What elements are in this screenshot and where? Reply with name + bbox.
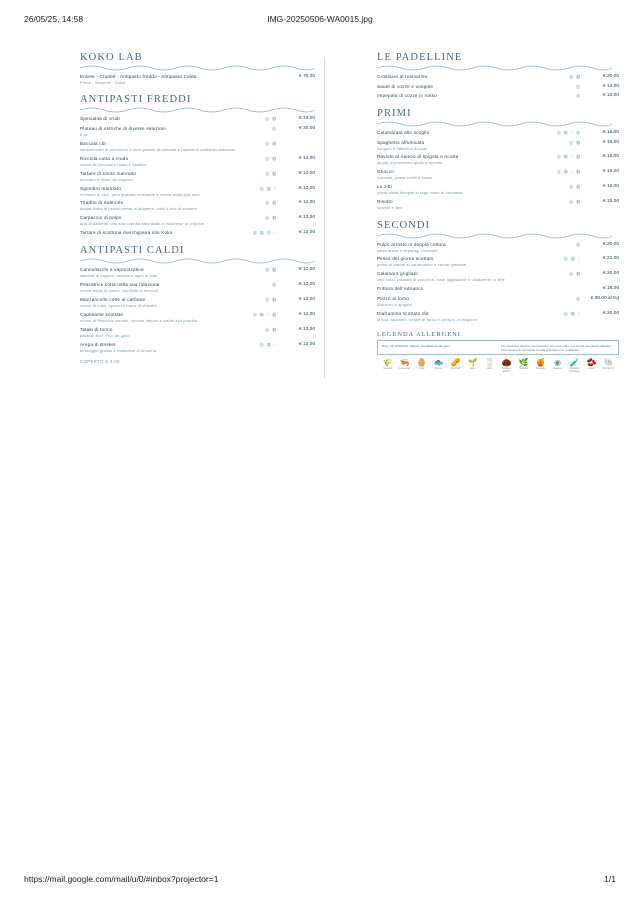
dish-description: avocado e frutto del cappero (80, 176, 134, 182)
dish-price: € 20,00 (602, 310, 619, 316)
menu-item (80, 74, 315, 85)
dish-description: crema di mais, spinaci e burro di chipotle (80, 303, 157, 309)
section-antipasti-caldi (80, 245, 315, 364)
column-divider (324, 58, 325, 378)
section-koko-lab (80, 52, 315, 85)
dish-name: Tartare di tonno marinato (80, 170, 137, 176)
allergen-label: Arachidi (450, 367, 461, 371)
legend-title: LEGENDA ALLERGENI (377, 331, 461, 339)
dish-description: formaggio grasso e maionese di sriracha (80, 347, 157, 353)
dish-description: crema di pomodoro rosso e basilico (80, 161, 147, 167)
dish-name: Entrée - Crudité - Antipasto freddo - Antipasto Caldo (80, 74, 197, 79)
dish-description: crema acida di cocco, cipollotto e broccoli (80, 288, 159, 294)
allergen-label: Frutta a guscio (501, 367, 512, 374)
allergen-label: Anidride solforosa (569, 367, 580, 374)
dish-price: € 15,00 (602, 199, 619, 205)
menu-item (377, 242, 619, 253)
dish-name: Pezzo al forno (377, 295, 410, 301)
dish-name: Plateau di ostriche di diverse selezioni (80, 125, 166, 131)
print-date: 26/05/25, 14:58 (24, 14, 84, 24)
menu-item (80, 327, 315, 338)
mustard-icon: 🍯 (535, 358, 546, 368)
allergen-icons: ◎ ◍ (569, 74, 581, 80)
menu-item (80, 141, 315, 152)
menu-item (377, 140, 619, 151)
menu-item (377, 130, 619, 136)
dish-name: Frittura dell'Adriatico (377, 286, 424, 292)
dish-price: € 13,00 (298, 326, 315, 332)
menu-item (377, 84, 619, 90)
dish-name: Specialità di crudi (80, 116, 120, 122)
section-secondi (377, 220, 619, 323)
allergen-icons: ◎ (272, 282, 277, 289)
menu-item (80, 267, 315, 278)
dish-name: Carpaccio di polpo (80, 215, 122, 221)
dish-price: € 12,00 (298, 267, 315, 273)
menu-item (377, 169, 619, 180)
allergen-label: Sesamo (552, 367, 563, 371)
sulphite-icon: 🧪 (569, 358, 580, 368)
menu-item (80, 342, 315, 353)
menu-item (377, 296, 619, 307)
soy-icon: 🌱 (467, 358, 478, 368)
menu-item (377, 256, 619, 267)
dish-name: Sautè di cozze e vongole (377, 83, 434, 89)
menu-item (80, 282, 315, 293)
dish-price: € 12,00 (298, 297, 315, 303)
menu-item (80, 297, 315, 308)
allergen-molluschi (600, 358, 617, 373)
dish-price: € 20,00 (602, 241, 619, 247)
dish-name: Diaframma scottato cbt (377, 310, 429, 316)
nut-icon: 🌰 (501, 358, 512, 368)
allergen-icons: ◎ ◍ (569, 184, 581, 191)
allergen-arachidi (447, 358, 464, 373)
legend-note-right: Per qualsiasi ulteriore precisazione sul menu-cibo e la nuova beccando chiedere informazioni al personale di sala propriamente qualificato. (501, 343, 612, 352)
allergen-icons: ◎ ◍ ◌ ◍ (252, 311, 277, 318)
dish-price: € 15,00 (602, 169, 619, 175)
allergen-uova (413, 358, 430, 373)
allergen-pesce (430, 358, 447, 373)
dish-price: € 12,00 (298, 200, 315, 206)
dish-price: € 15,00 (602, 139, 619, 145)
print-page-number: 1/1 (604, 874, 616, 884)
allergen-icons: ◎ ◍ (265, 116, 277, 123)
allergen-icons: ◎ ◍ (265, 326, 277, 333)
dish-name: Pescatrice cotta nella sua riduzione (80, 282, 160, 288)
dish-name: Pesce del giorno scottato (377, 256, 434, 262)
dish-price: € 60,00 al Kg (590, 295, 619, 301)
allergen-latte (481, 358, 498, 373)
allergen-icons: ◎ ◍ (569, 271, 581, 278)
dish-name: Spaghetto affumicato (377, 139, 425, 145)
dish-description: purea di carote al cardamomo e carote glassate (377, 262, 467, 268)
allergen-icons: ◎ ◍ (265, 170, 277, 177)
allergen-icons: ◎ (576, 93, 581, 99)
dish-price: € 22,00 (602, 256, 619, 262)
dish-name: Tataki di tonno (80, 326, 113, 332)
dish-name: Capesante scottate (80, 311, 124, 317)
allergen-frutta-a-guscio (498, 358, 515, 373)
dish-price: € 75,00 (298, 74, 315, 79)
menu-item (377, 271, 619, 282)
allergen-icons: ◎ ◍ (265, 140, 277, 147)
print-footer (0, 874, 640, 888)
allergen-senape (532, 358, 549, 373)
menu-item (80, 116, 315, 122)
dish-name: Gnocco (377, 169, 395, 175)
section-title: PRIMI (377, 108, 412, 119)
dish-price: € 18,00 (602, 286, 619, 292)
dish-name: Arepa di Brisket (80, 341, 116, 347)
allergen-icons: ◎ ◍ (569, 139, 581, 146)
dish-description: 6 pz (80, 131, 88, 137)
wheat-icon: 🌾 (382, 358, 393, 368)
allergen-icons: ◎ (576, 241, 581, 248)
section-antipasti-freddi (80, 94, 315, 236)
dish-price: € 13,00 (298, 230, 315, 236)
allergen-cereali (379, 358, 396, 373)
divider-squiggle (80, 257, 315, 264)
legend-note-left: Reg. UE 1169/2011 Tabella identificativa allergeni (382, 343, 450, 348)
dish-name: Ricciola cotta a crudo (80, 155, 129, 161)
dish-price: € 33,00 (298, 116, 315, 122)
dish-name: Crostacei al rosmarino (377, 74, 428, 79)
allergen-icons: ◎ ◍ (265, 200, 277, 207)
allergen-icons: ◎ ◍ ◌ (259, 185, 277, 192)
allergen-icons: ◎ ◍ ◌ ◍ (556, 154, 581, 161)
section-title: ANTIPASTI CALDI (80, 245, 185, 257)
dish-price: € 20,00 (602, 271, 619, 277)
milk-icon: 🥛 (484, 358, 495, 368)
menu-item (377, 74, 619, 80)
dish-name: Calamarata allo scoglio (377, 130, 430, 135)
allergen-icons: ◎ (576, 83, 581, 90)
divider-squiggle (377, 120, 619, 127)
dish-name: Raviolo al ripieno di spigola e ricotta (377, 154, 459, 160)
allergen-icons: ◎ ◍ ◌ (259, 341, 277, 348)
print-filename: IMG-20250506-WA0015.jpg (267, 14, 373, 24)
dish-price: € 12,00 (298, 185, 315, 191)
dish-description: passion fruit. Pico de gallo (80, 332, 130, 338)
menu-item (80, 215, 315, 226)
dish-name: Impepata di cozze in rosso (377, 93, 437, 98)
dish-description: scampi e lime (377, 205, 403, 211)
dish-description: Branzino e spigola (377, 301, 412, 307)
dish-description: Primo - Secondo - Dolce (80, 80, 126, 85)
menu-document (24, 44, 619, 434)
allergen-icons: ◎ ◍ ◌ ◍ (556, 169, 581, 176)
divider-squiggle (80, 64, 315, 71)
allergen-sedano (515, 358, 532, 373)
allergen-label: Cereali (383, 367, 392, 371)
divider-squiggle (377, 232, 619, 239)
menu-item (80, 186, 315, 197)
dish-price: € 13,00 (602, 93, 619, 98)
dish-description: salsetta di capperi, taccole e aglio al lime (80, 273, 158, 279)
section-title: LE PADELLINE (377, 52, 463, 63)
allergen-soia (464, 358, 481, 373)
menu-item (80, 156, 315, 167)
menu-item (377, 199, 619, 210)
menu-item (80, 312, 315, 323)
peanut-icon: 🥜 (450, 358, 461, 368)
sesame-icon: ◉ (554, 358, 561, 368)
menu-item (80, 200, 315, 211)
allergen-label: Sedano (519, 367, 528, 371)
dish-price: € 15,00 (602, 184, 619, 190)
allergen-icons: ◎ ◍ (265, 215, 277, 222)
dish-price: € 20,00 (602, 74, 619, 79)
allergen-icons: ◎ ◍ (265, 267, 277, 274)
menu-item (80, 126, 315, 137)
lupin-icon: 🫘 (586, 358, 597, 368)
allergen-anidride-solforosa (566, 358, 583, 373)
allergen-label: Pesce (434, 367, 443, 371)
allergen-icon-row (377, 358, 619, 373)
allergen-icons: ◎ (272, 125, 277, 132)
dish-description: salsa brava e asparagi croccanti (377, 247, 438, 253)
dish-description: vongole e datterino arrosto (377, 145, 428, 151)
celery-icon: 🌿 (518, 358, 529, 368)
allergen-label: Senape (536, 367, 545, 371)
allergen-crostacei (396, 358, 413, 373)
allergen-label: Lupini (588, 367, 595, 371)
menu-item (80, 171, 315, 182)
dish-price: € 15,00 (602, 154, 619, 160)
dish-price: € 13,00 (602, 83, 619, 89)
menu-item (377, 184, 619, 195)
allergen-icons: ◎ ◍ (265, 155, 277, 162)
allergen-icons: ◎ ◍ ◌ (563, 310, 581, 317)
dish-name: Polpo arrosto in doppia cottura (377, 241, 446, 247)
allergen-label: Uova (418, 367, 425, 371)
section-title: SECONDI (377, 219, 431, 231)
allergen-sesamo (549, 358, 566, 373)
dish-price: € 12,00 (298, 282, 315, 288)
dish-name: Mazzancolle cotte al carbone (80, 297, 146, 303)
egg-icon: 🥚 (416, 358, 427, 368)
section-title: ANTIPASTI FREDDI (80, 94, 192, 106)
print-url: https://mail.google.com/mail/u/0/#inbox?projector=1 (24, 874, 219, 884)
dish-name: Lo zitti (377, 184, 392, 190)
allergen-lupini (583, 358, 600, 373)
shrimp-icon: 🦐 (399, 358, 410, 368)
dish-name: Calamaro grigliato (377, 271, 418, 277)
allergen-label: Crostacei (399, 367, 410, 371)
allergen-label: Latte (486, 367, 493, 371)
menu-column-left (80, 52, 315, 373)
dish-name: Risotto (377, 199, 393, 205)
print-header (0, 14, 640, 28)
menu-item (377, 154, 619, 165)
allergen-label: Soia (469, 367, 476, 371)
divider-squiggle (377, 64, 619, 71)
allergen-icons: ◎ ◍ ◌ ◎ (556, 130, 581, 136)
dish-name: Baccalà cbt (80, 140, 106, 146)
dish-description: acqua di pomodoro giallo e burrata (377, 160, 443, 166)
dish-name: Cannoliscchi e vaporizzatine (80, 267, 144, 273)
dish-name: Sgombro marinato (80, 185, 121, 191)
dish-price: € 15,00 (602, 130, 619, 135)
allergen-icons: ◎ (576, 295, 581, 302)
dish-price: € 13,00 (298, 170, 315, 176)
dish-price: € 12,00 (298, 155, 315, 161)
allergen-label: Molluschi (603, 367, 614, 371)
divider-squiggle (80, 106, 315, 113)
menu-item (377, 286, 619, 292)
allergen-icons: ◎ ◍ (265, 297, 277, 304)
coperto-note: COPERTO € 3,00 (80, 359, 120, 365)
allergen-icons: ◎ ◍ ◎ ◌ (252, 230, 277, 237)
mollusc-icon: 🐚 (603, 358, 614, 368)
dish-price: € 30,00 (298, 125, 315, 131)
dish-description: la sua riduzione, patate al forno e verdura di stagione (377, 316, 477, 322)
dish-price: € 12,00 (298, 311, 315, 317)
dish-name: Tiradito di Salmone (80, 200, 124, 206)
dish-description: crema di finocchio arrosto, chorizo iberico e cialda alla paprika (80, 317, 198, 323)
dish-description: aria di datterini, olio alla paprika affumicata e maionese di chipotle (80, 221, 204, 227)
allergen-icons: ◎ ◍ (569, 199, 581, 206)
dish-name: Tartare di scottona marchigiana olio Koko (80, 230, 173, 236)
dish-price: € 13,00 (298, 215, 315, 221)
dish-description: consommato di pomodoro e olive,porcini al naturale e peperone lombardo marinato (80, 146, 236, 152)
allergen-legend (377, 331, 619, 373)
dish-description: acqua chiba di pesca,crema di jalapeno, olioli e olio di sesamo (80, 206, 197, 212)
dish-description: ceci rossi, insalata di zucchine, olive taggiasche e vinaigrette al lime (377, 277, 505, 283)
legend-box (377, 340, 619, 355)
menu-column-right (377, 52, 619, 373)
section-primi (377, 108, 619, 211)
menu-item (377, 93, 619, 99)
dish-price: € 13,00 (298, 341, 315, 347)
allergen-icons: ◎ ◍ ◌ (563, 256, 581, 263)
dish-description: nocciola, pasta verde e rosso (377, 175, 432, 181)
fish-icon: 🐟 (433, 358, 444, 368)
section-le-padelline (377, 52, 619, 99)
dish-description: pasta mista tiempivi al ragù rosso di crostacei (377, 190, 463, 196)
menu-item (80, 230, 315, 236)
dish-description: hummus di ceci, pera grattata croccante e crema acida alla soia (80, 191, 200, 197)
section-title: KOKO LAB (80, 52, 143, 63)
menu-item (377, 311, 619, 322)
